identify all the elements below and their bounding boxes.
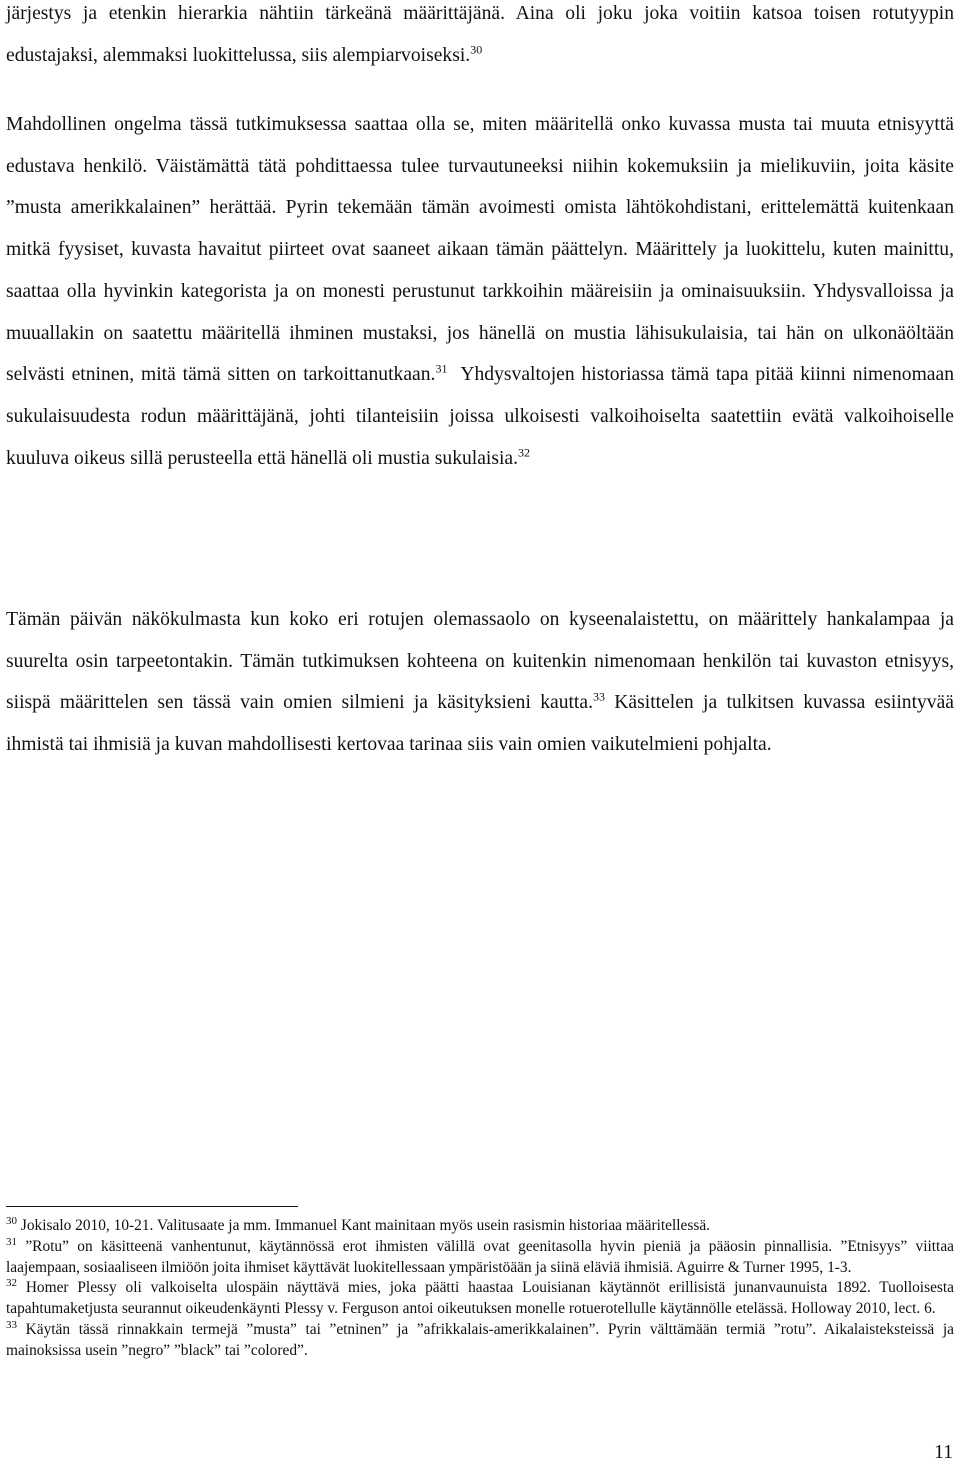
- paragraph-text: järjestys ja etenkin hierarkia nähtiin tärkeänä määrittäjänä. Aina oli joku joka voitiin katsoa toisen rotutyypin edustajaksi, alemmaksi luokittelussa, siis alempiarvoiseksi.: [6, 3, 954, 66]
- footnote-30: [6, 1216, 954, 1237]
- paragraph-text: Käsittelen ja tulkitsen kuvassa esiintyvää ihmistä tai ihmisiä ja kuvan mahdollisesti kertovaa tarinaa siis vain omien vaikutelmieni pohjalta.: [6, 692, 954, 756]
- footnote-31: [6, 1237, 954, 1279]
- footnote-text: Jokisalo 2010, 10-21. Valitusaate ja mm. Immanuel Kant mainitaan myös usein rasismin historiaa määritellessä.: [17, 1217, 711, 1234]
- body-paragraph-3: [6, 599, 954, 766]
- footnote-number: 30: [6, 1214, 17, 1227]
- body-paragraph-1: [6, 0, 954, 76]
- footnote-text: Homer Plessy oli valkoiselta ulospäin näyttävä mies, joka päätti haastaa Louisianan käytännöt erillisistä junanvaunuista 1892. Tuolloisesta tapahtumaketjusta seurannut oikeudenkäynti Plessy v. Ferguson antoi oikeutuksen monelle rotuerotellulle käytännölle etelässä. Holloway 2010, lect. 6.: [6, 1279, 954, 1318]
- footnotes: [6, 1216, 954, 1362]
- footnote-separator: [6, 1206, 298, 1207]
- footnote-reference-32[interactable]: 32: [518, 445, 531, 460]
- paragraph-text: Mahdollinen ongelma tässä tutkimuksessa saattaa olla se, miten määritellä onko kuvassa musta tai muuta etnisyyttä edustava henkilö. Väistämättä tätä pohdittaessa tulee turvautuneeksi niihin kokemuksiin ja mielikuviin, joita käsite ”musta amerikkalainen” herättää. Pyrin tekemään tämän avoimesti omista lähtökohdistani, erittelemättä kuitenkaan mitkä fyysiset, kuvasta havaitut piirteet ovat saaneet aikaan tämän päättelyn. Määrittely ja luokittelu, kuten mainittu, saattaa olla hyvinkin kategorista ja on monesti perustunut tarkkoihin määreisiin ja ominaisuuksiin. Yhdysvalloissa ja muuallakin on saatettu määritellä ihminen mustaksi, jos hänellä on mustia lähisukulaisia, tai hän on ulkonäöltään selvästi etninen, mitä tämä sitten on tarkoittanutkaan.: [6, 114, 954, 386]
- footnote-33: [6, 1320, 954, 1362]
- paragraph-text: Yhdysvaltojen historiassa tämä tapa pitää kiinni nimenomaan sukulaisuudesta rodun määrittäjänä, johti tilanteisiin joissa ulkoisesti valkoihoiselta saatettiin evätä valkoihoiselle kuuluva oikeus sillä perusteella että hänellä oli mustia sukulaisia.: [6, 364, 959, 469]
- footnote-reference-30[interactable]: 30: [470, 42, 483, 57]
- page-number: 11: [934, 1442, 953, 1463]
- footnote-text: ”Rotu” on käsitteenä vanhentunut, käytännössä erot ihmisten välillä ovat geenitasolla hyvin pieniä ja pääosin pinnallisia. ”Etnisyys” viittaa laajempaan, sosiaaliseen ilmiöön joita ihmiset käyttävät luokitellessaan ympäristöään ja siinä eläviä ihmisiä. Aguirre & Turner 1995, 1-3.: [6, 1237, 954, 1276]
- footnote-number: 31: [6, 1235, 17, 1248]
- footnote-reference-31[interactable]: 31: [435, 361, 448, 376]
- footnote-number: 32: [6, 1277, 17, 1290]
- footnote-number: 33: [6, 1318, 17, 1331]
- footnote-32: [6, 1278, 954, 1320]
- footnote-reference-33[interactable]: 33: [592, 689, 605, 704]
- footnote-text: Käytän tässä rinnakkain termejä ”musta” tai ”etninen” ja ”afrikkalais-amerikkalainen”. Pyrin välttämään termiä ”rotu”. Aikalaisteksteissä ja mainoksissa usein ”negro” ”black” tai ”colored”.: [6, 1320, 954, 1359]
- paragraph-text: Tämän päivän näkökulmasta kun koko eri rotujen olemassaolo on kyseenalaistettu, on määrittely hankalampaa ja suurelta osin tarpeetontakin. Tämän tutkimuksen kohteena on kuitenkin nimenomaan henkilön tai kuvaston etnisyys, siispä määrittelen sen tässä vain omien silmieni ja käsityksieni kautta.: [6, 609, 954, 714]
- body-paragraph-2: [6, 104, 959, 479]
